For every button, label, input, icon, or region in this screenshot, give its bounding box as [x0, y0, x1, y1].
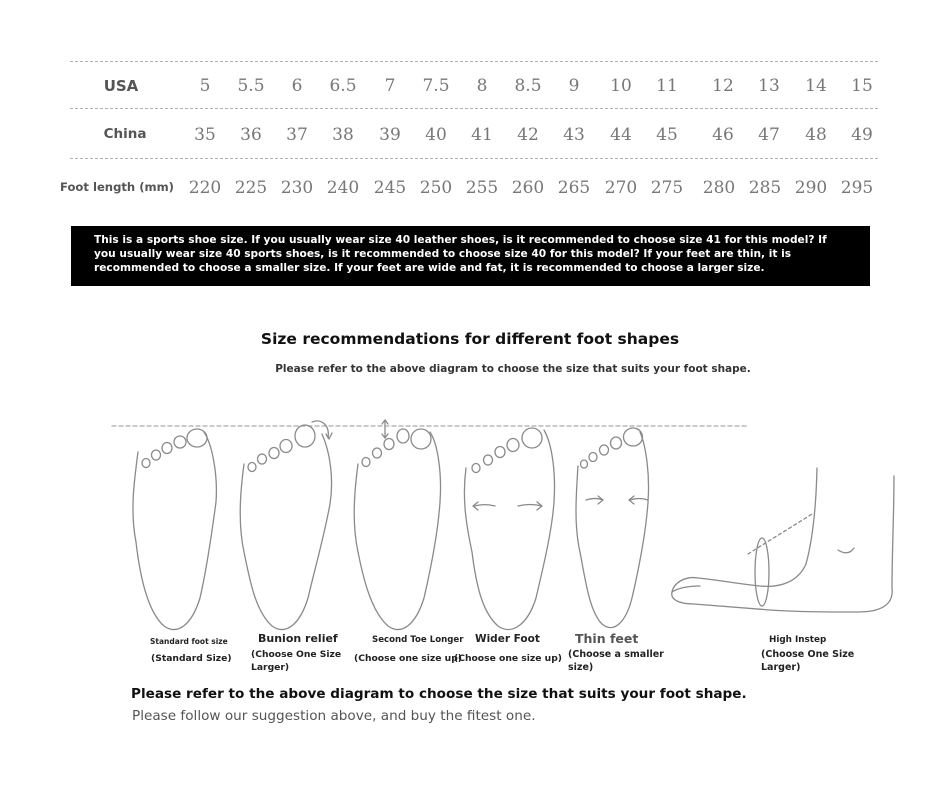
caption-bunion-note: (Choose One Size Larger)	[251, 649, 342, 673]
size-cell: 12	[712, 76, 734, 96]
size-cell: 42	[517, 125, 539, 145]
foot-shapes-diagram	[100, 412, 910, 642]
caption-instep-note: (Choose One Size Larger)	[761, 649, 855, 673]
size-cell: 43	[563, 125, 585, 145]
size-cell: 295	[840, 178, 874, 198]
size-cell: 285	[748, 178, 782, 198]
size-cell: 10	[610, 76, 632, 96]
size-cell: 39	[379, 125, 401, 145]
size-cell: 250	[419, 178, 453, 198]
size-cell: 220	[188, 178, 222, 198]
row-label: China	[103, 126, 147, 142]
size-cell: 49	[851, 125, 873, 145]
caption-second-toe-name: Second Toe Longer	[372, 635, 464, 645]
size-cell: 7.5	[422, 76, 450, 96]
table-divider	[70, 61, 878, 62]
caption-bunion-name: Bunion relief	[258, 632, 338, 645]
size-cell: 40	[425, 125, 447, 145]
table-row-foot-length	[0, 178, 950, 208]
wider-foot-icon	[464, 428, 554, 630]
size-cell: 230	[280, 178, 314, 198]
size-cell: 41	[471, 125, 493, 145]
recommend-title: Size recommendations for different foot shapes	[260, 330, 680, 348]
size-cell: 275	[650, 178, 684, 198]
size-cell: 38	[332, 125, 354, 145]
table-divider	[70, 158, 878, 159]
size-cell: 265	[557, 178, 591, 198]
size-cell: 270	[604, 178, 638, 198]
size-cell: 13	[758, 76, 780, 96]
footer-line-2: Please follow our suggestion above, and buy the fitest one.	[132, 708, 536, 724]
size-cell: 8.5	[514, 76, 542, 96]
size-cell: 35	[194, 125, 216, 145]
size-cell: 48	[805, 125, 827, 145]
size-cell: 280	[702, 178, 736, 198]
caption-thin-note: (Choose a smaller size)	[568, 649, 664, 673]
size-cell: 37	[286, 125, 308, 145]
size-cell: 8	[476, 76, 488, 96]
size-cell: 5.5	[237, 76, 265, 96]
caption-wider-note: (Choose one size up)	[454, 653, 562, 664]
caption-thin-name: Thin feet	[575, 631, 639, 646]
size-cell: 245	[373, 178, 407, 198]
table-row-usa	[0, 76, 950, 106]
size-cell: 44	[610, 125, 632, 145]
table-row-china	[0, 125, 950, 155]
caption-wider-name: Wider Foot	[475, 633, 540, 645]
size-cell: 36	[240, 125, 262, 145]
size-cell: 225	[234, 178, 268, 198]
size-cell: 15	[851, 76, 873, 96]
recommend-subtitle: Please refer to the above diagram to choose the size that suits your foot shape.	[275, 363, 751, 375]
bunion-foot-icon	[240, 421, 332, 630]
size-cell: 7	[384, 76, 396, 96]
size-cell: 14	[805, 76, 827, 96]
table-divider	[70, 108, 878, 109]
high-instep-foot-icon	[672, 468, 894, 612]
row-label: Foot length (mm)	[60, 180, 174, 194]
footer-line-1: Please refer to the above diagram to choose the size that suits your foot shape.	[131, 686, 747, 702]
size-cell: 45	[656, 125, 678, 145]
size-cell: 255	[465, 178, 499, 198]
row-label: USA	[103, 77, 139, 95]
size-cell: 47	[758, 125, 780, 145]
size-cell: 6.5	[329, 76, 357, 96]
standard-foot-icon	[133, 429, 216, 630]
thin-foot-icon	[576, 428, 649, 628]
size-cell: 11	[656, 76, 678, 96]
size-notice-box	[71, 226, 870, 286]
size-cell: 6	[291, 76, 303, 96]
caption-instep-name: High Instep	[769, 635, 827, 645]
size-notice-text: This is a sports shoe size. If you usually wear size 40 leather shoes, is it recommended to choose size 41 for this model? If you usually wear size 40 sports shoes, is it recommended to choose size 40 for this model? If your feet are thin, it is recommended to choose a smaller size. If your feet are wide and fat, it is recommended to choose a larger size.	[94, 234, 827, 274]
size-cell: 240	[326, 178, 360, 198]
size-cell: 260	[511, 178, 545, 198]
caption-second-toe-note: (Choose one size up)	[354, 653, 462, 664]
size-cell: 5	[199, 76, 211, 96]
second-toe-foot-icon	[354, 420, 440, 630]
size-cell: 290	[794, 178, 828, 198]
size-cell: 46	[712, 125, 734, 145]
caption-standard-name: Standard foot size	[150, 637, 228, 646]
size-cell: 9	[568, 76, 580, 96]
caption-standard-note: (Standard Size)	[151, 653, 232, 664]
